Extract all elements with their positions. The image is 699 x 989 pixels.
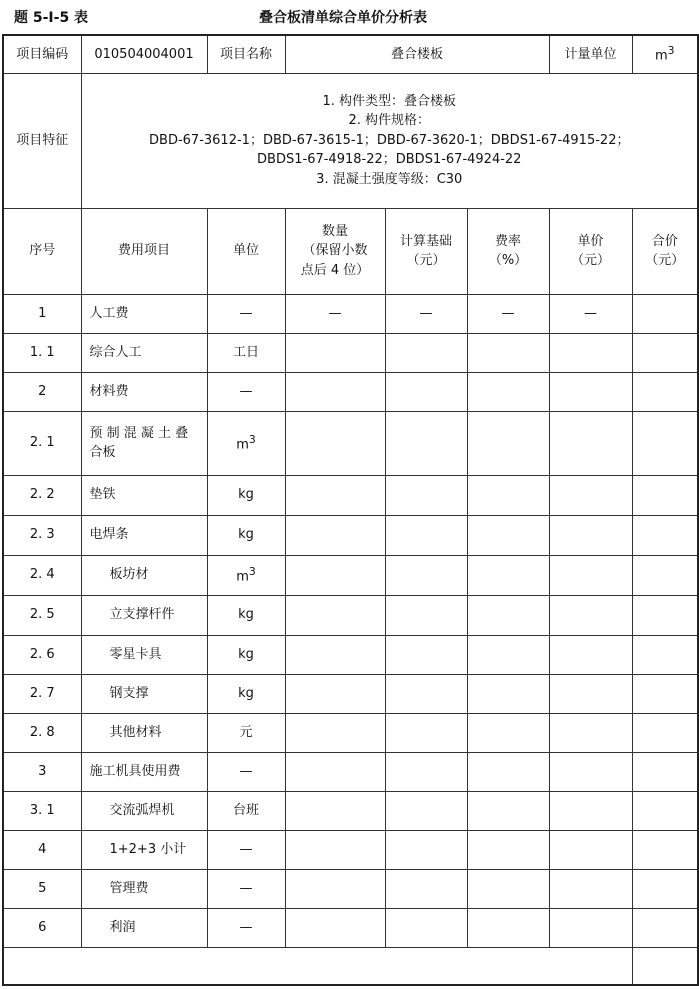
col-qty: 数量 （保留小数 点后 4 位） <box>285 208 385 294</box>
table-row: 1. 1 综合人工 工日 <box>3 333 698 372</box>
feature-line: 2. 构件规格： <box>348 113 431 129</box>
table-row: 2. 2 垫铁 kg <box>3 475 698 515</box>
table-row: 6 利润 — <box>3 908 698 947</box>
col-base: 计算基础 （元） <box>385 208 467 294</box>
col-item: 费用项目 <box>81 208 207 294</box>
unit-label: 计量单位 <box>549 35 632 73</box>
table-row: 2. 4 板坊材 $m^3$ <box>3 555 698 595</box>
table-row: 5 管理费 — <box>3 869 698 908</box>
name-value: 叠合楼板 <box>285 35 549 73</box>
table-row: 2 材料费 — <box>3 372 698 411</box>
unit-value: $m^3$ <box>632 35 698 73</box>
features-row <box>3 73 698 208</box>
analysis-table <box>2 34 699 986</box>
table-number: 题 5-Ⅰ-5 表 <box>14 10 89 26</box>
empty-total-row <box>3 947 698 985</box>
table-row: 2. 6 零星卡具 kg <box>3 635 698 674</box>
code-label: 项目编码 <box>3 35 81 73</box>
table-row: 2. 3 电焊条 kg <box>3 515 698 555</box>
table-row: 1 人工费 — — — — — <box>3 294 698 333</box>
table-title: 叠合板清单综合单价分析表 <box>259 10 427 26</box>
title-bar <box>0 0 699 34</box>
info-row <box>3 35 698 73</box>
table-row: 2. 5 立支撑杆件 kg <box>3 595 698 635</box>
table-row: 4 1+2+3 小计 — <box>3 830 698 869</box>
col-total: 合价 （元） <box>632 208 698 294</box>
table-row: 2. 1 预 制 混 凝 土 叠 合板 $m^3$ <box>3 411 698 475</box>
col-seq: 序号 <box>3 208 81 294</box>
code-value: 010504004001 <box>81 35 207 73</box>
col-price: 单价 （元） <box>549 208 632 294</box>
col-unit: 单位 <box>207 208 285 294</box>
features-label: 项目特征 <box>3 73 81 208</box>
feature-line: 1. 构件类型：叠合楼板 <box>322 93 457 109</box>
table-row: 2. 7 钢支撑 kg <box>3 674 698 713</box>
table-row: 2. 8 其他材料 元 <box>3 713 698 752</box>
features-text <box>81 73 698 208</box>
feature-line: 3. 混凝土强度等级：C30 <box>316 171 463 187</box>
table-row: 3. 1 交流弧焊机 台班 <box>3 791 698 830</box>
col-rate: 费率 （%） <box>467 208 549 294</box>
feature-line: DBDS1-67-4918-22；DBDS1-67-4924-22 <box>257 152 522 168</box>
feature-line: DBD-67-3612-1；DBD-67-3615-1；DBD-67-3620-1；DBDS1-67-4915-22； <box>149 132 630 148</box>
table-row: 3 施工机具使用费 — <box>3 752 698 791</box>
column-header-row <box>3 208 698 294</box>
name-label: 项目名称 <box>207 35 285 73</box>
